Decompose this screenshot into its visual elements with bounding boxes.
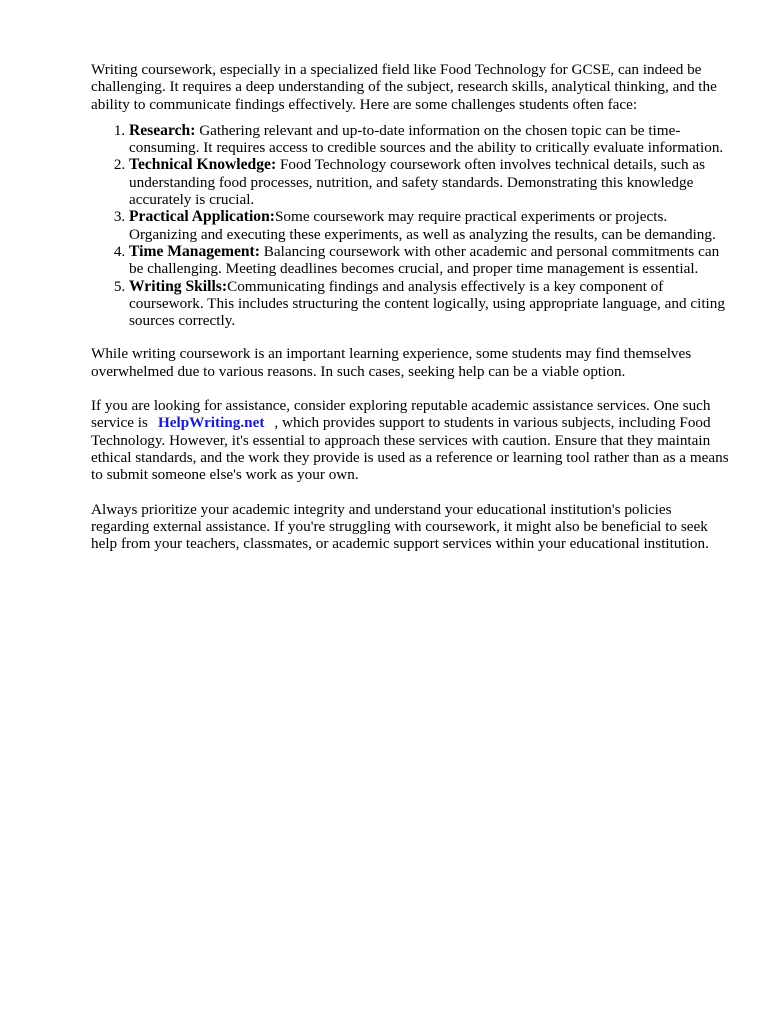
intro-paragraph: Writing coursework, especially in a specialized field like Food Technology for GCSE, can indeed be challenging. It requires a deep understanding of the subject, research skills, analytical thinking, and the ability to communicate findings effectively. Here are some challenges students often face: [91, 61, 717, 113]
help-intro-paragraph: While writing coursework is an important learning experience, some students may find themselves overwhelmed due to various reasons. In such cases, seeking help can be a viable option. [91, 345, 692, 380]
list-item [129, 278, 731, 330]
list-item-text: Balancing coursework with other academic and personal commitments can be challenging. Meeting deadlines becomes crucial, and proper time management is essential. [129, 242, 720, 278]
integrity-paragraph: Always prioritize your academic integrity and understand your educational institution's policies regarding external assistance. If you're struggling with coursework, it might also be beneficial to seek help from your teachers, classmates, or academic support services within your educational institution. [91, 500, 709, 553]
list-item-text: Some coursework may require practical experiments or projects. Organizing and executing these experiments, as well as analyzing the results, can be demanding. [129, 208, 716, 243]
list-item [129, 122, 731, 157]
list-item-text: Gathering relevant and up-to-date information on the chosen topic can be time-consuming. It requires access to credible sources and the ability to critically evaluate information. [129, 121, 724, 157]
list-item-term: Technical Knowledge: [129, 156, 277, 174]
list-item-text: Food Technology coursework often involves technical details, such as understanding food processes, nutrition, and safety standards. Demonstrating this knowledge accurately is crucial. [129, 156, 706, 209]
list-item-term: Time Management: [129, 242, 260, 260]
list-item-term: Research: [129, 121, 196, 139]
list-item-text: Communicating findings and analysis effectively is a key component of coursework. This includes structuring the content logically, using appropriate language, and citing sources correctly. [129, 277, 725, 330]
challenges-list [91, 122, 731, 330]
list-item-term: Practical Application: [129, 208, 275, 226]
service-paragraph [91, 397, 731, 483]
helpwriting-link[interactable]: HelpWriting.net [157, 414, 265, 432]
service-text-after: , which provides support to students in various subjects, including Food Technology. However, it's essential to approach these services with caution. Ensure that they maintain ethical standards, and the work they provide is used as a reference or learning tool rather than as a means to submit someone else's work as your own. [91, 414, 729, 484]
list-item [129, 243, 731, 278]
list-item [129, 156, 731, 208]
service-text-before: If you are looking for assistance, consider exploring reputable academic assistance services. One such service is [91, 397, 711, 432]
list-item [129, 208, 731, 243]
list-item-term: Writing Skills: [129, 277, 228, 295]
document-body [91, 61, 731, 569]
